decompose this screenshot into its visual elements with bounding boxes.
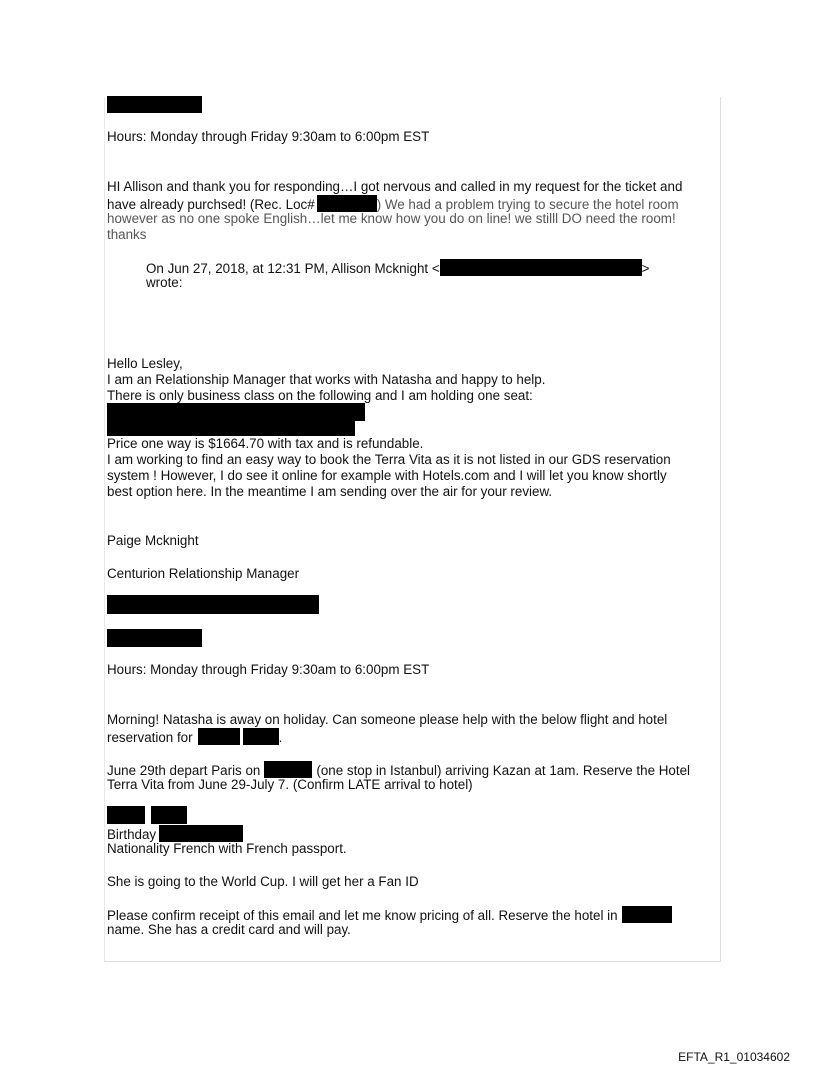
request-line xyxy=(107,728,282,746)
request-text: . xyxy=(278,730,283,745)
redaction-block xyxy=(107,806,145,824)
flight-text: June 29th depart Paris on xyxy=(107,763,261,778)
hours-line: Hours: Monday through Friday 9:30am to 6:00pm EST xyxy=(107,129,430,144)
redaction-block xyxy=(107,629,202,647)
reply-line: however as no one spoke English…let me know how you do on line! we stilll DO need the room! xyxy=(107,211,676,226)
reply-text: ) We had a problem trying to secure the hotel room xyxy=(376,197,679,212)
document-id: EFTA_R1_01034602 xyxy=(678,1050,790,1064)
request-text: reservation for xyxy=(107,730,193,745)
redaction-block xyxy=(107,403,365,421)
body-line: I am an Relationship Manager that works with Natasha and happy to help. xyxy=(107,372,546,387)
quote-header xyxy=(146,259,649,277)
redaction-block xyxy=(622,906,672,923)
quote-text: > xyxy=(641,261,650,276)
redaction-block xyxy=(107,96,202,113)
redaction-block xyxy=(440,259,642,276)
confirm-text: Please confirm receipt of this email and let me know pricing of all. Reserve the hotel in xyxy=(107,908,618,923)
redaction-block xyxy=(198,728,240,745)
reply-line: thanks xyxy=(107,227,147,242)
body-line: best option here. In the meantime I am sending over the air for your review. xyxy=(107,484,553,499)
reply-text: have already purchsed! (Rec. Loc# xyxy=(107,197,315,212)
redaction-block xyxy=(159,825,243,842)
greeting: Hello Lesley, xyxy=(107,356,183,371)
reply-line: HI Allison and thank you for responding…I got nervous and called in my request for the ticket and xyxy=(107,179,683,194)
worldcup-line: She is going to the World Cup. I will get her a Fan ID xyxy=(107,874,419,889)
redaction-block xyxy=(107,595,319,614)
redaction-block xyxy=(243,728,279,745)
flight-text: (one stop in Istanbul) arriving Kazan at 1am. Reserve the Hotel xyxy=(316,763,691,778)
confirm-line: name. She has a credit card and will pay. xyxy=(107,922,351,937)
flight-line: Terra Vita from June 29-July 7. (Confirm LATE arrival to hotel) xyxy=(107,777,473,792)
request-line: Morning! Natasha is away on holiday. Can someone please help with the below flight and hotel xyxy=(107,712,668,727)
signature-name: Paige Mcknight xyxy=(107,533,199,548)
price-line: Price one way is $1664.70 with tax and is refundable. xyxy=(107,436,424,451)
hours-line: Hours: Monday through Friday 9:30am to 6:00pm EST xyxy=(107,662,430,677)
body-line: There is only business class on the following and I am holding one seat: xyxy=(107,388,533,403)
birthday-label: Birthday xyxy=(107,827,157,842)
redaction-block xyxy=(151,806,187,824)
body-line: system ! However, I do see it online for example with Hotels.com and I will let you know shortly xyxy=(107,468,667,483)
quote-wrote: wrote: xyxy=(146,275,183,290)
quote-text: On Jun 27, 2018, at 12:31 PM, Allison Mcknight < xyxy=(146,261,440,276)
signature-title: Centurion Relationship Manager xyxy=(107,566,300,581)
nationality-line: Nationality French with French passport. xyxy=(107,841,347,856)
redaction-block xyxy=(317,195,377,212)
redaction-block xyxy=(264,761,312,778)
redaction-block xyxy=(107,420,355,436)
body-line: I am working to find an easy way to book the Terra Vita as it is not listed in our GDS reservation xyxy=(107,452,671,467)
